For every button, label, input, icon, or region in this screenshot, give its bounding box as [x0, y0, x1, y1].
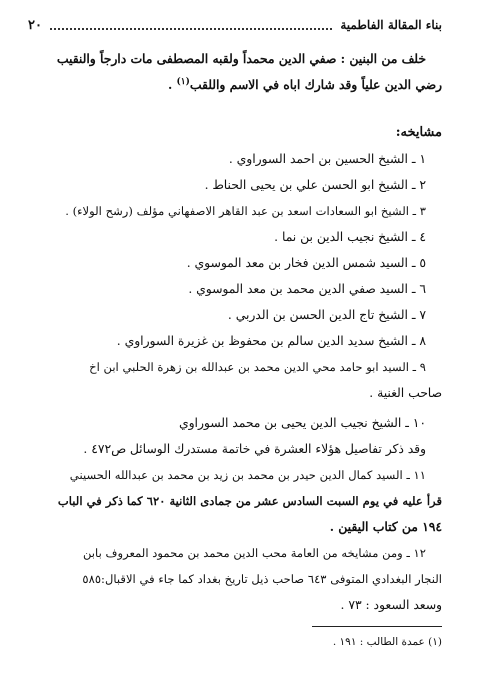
teacher-item-6: ٦ ـ السيد صفي الدين محمد بن معد الموسوي . — [188, 282, 426, 296]
intro-line-2-text: رضي الدين علياً وقد شارك اباه في الاسم واللقب — [189, 77, 442, 92]
page-number: ٢٠ — [28, 17, 42, 33]
teacher-item-10-line-2: وقد ذكر تفاصيل هؤلاء العشرة في خاتمة مستدرك الوسائل ص٤٧٢ . — [83, 442, 426, 456]
teacher-item-4: ٤ ـ الشيخ نجيب الدين بن نما . — [274, 230, 426, 244]
teacher-item-8: ٨ ـ الشيخ سديد الدين سالم بن محفوظ بن غزيرة السوراوي . — [116, 334, 426, 348]
intro-line-2 — [28, 72, 442, 98]
section-title: مشايخه: — [395, 125, 442, 140]
teacher-item-7: ٧ ـ الشيخ تاج الدين الحسن بن الدربي . — [227, 308, 426, 322]
intro-line-2-end: . — [167, 77, 177, 92]
running-header — [28, 14, 442, 36]
header-title: بناء المقالة الفاطمية — [340, 18, 442, 32]
teacher-item-3: ٣ ـ الشيخ ابو السعادات اسعد بن عبد القاهر الاصفهاني مؤلف (رشح الولاء) . — [65, 204, 426, 218]
intro-line-1: خلف من البنين : صفي الدين محمداً ولقبه المصطفى مات دارجاً والنقيب — [56, 51, 426, 66]
teacher-item-9-line-2: صاحب الغنية . — [369, 386, 442, 400]
header-dotted-leader — [50, 27, 332, 30]
teacher-item-12-line-2: النجار البغدادي المتوفى ٦٤٣ صاحب ذيل تاريخ بغداد كما جاء في الاقبال:٥٨٥ — [82, 572, 442, 586]
teacher-item-9-line-1: ٩ ـ السيد ابو حامد محي الدين محمد بن عبدالله بن زهرة الحلبي ابن اخ — [89, 360, 426, 374]
teacher-item-11-line-3: ١٩٤ من كتاب اليقين . — [329, 519, 442, 534]
page-body — [28, 46, 442, 618]
teacher-item-1: ١ ـ الشيخ الحسين بن احمد السوراوي . — [228, 152, 426, 166]
teacher-item-10-line-1: ١٠ ـ الشيخ نجيب الدين يحيى بن محمد السوراوي — [178, 416, 426, 430]
spacer — [28, 98, 442, 120]
footnote-marker: (١) — [176, 76, 190, 87]
footnote-divider — [312, 626, 442, 627]
teacher-item-12-line-3: وسعد السعود : ٧٣ . — [340, 598, 442, 612]
teacher-item-2: ٢ ـ الشيخ ابو الحسن علي بن يحيى الحناط . — [204, 178, 426, 192]
teacher-item-11-line-2: قرأ عليه في يوم السبت السادس عشر من جمادى الثانية ٦٢٠ كما ذكر في الباب — [57, 494, 442, 508]
teacher-item-12-line-1: ١٢ ـ ومن مشايخه من العامة محب الدين محمد بن محمود المعروف بابن — [82, 546, 426, 560]
footnote: (١) عمدة الطالب : ١٩١ . — [332, 636, 442, 648]
teacher-item-11-line-1: ١١ ـ السيد كمال الدين حيدر بن محمد بن زيد بن محمد بن عبدالله الحسيني — [69, 468, 426, 482]
teacher-item-5: ٥ ـ السيد شمس الدين فخار بن معد الموسوي . — [186, 256, 426, 270]
